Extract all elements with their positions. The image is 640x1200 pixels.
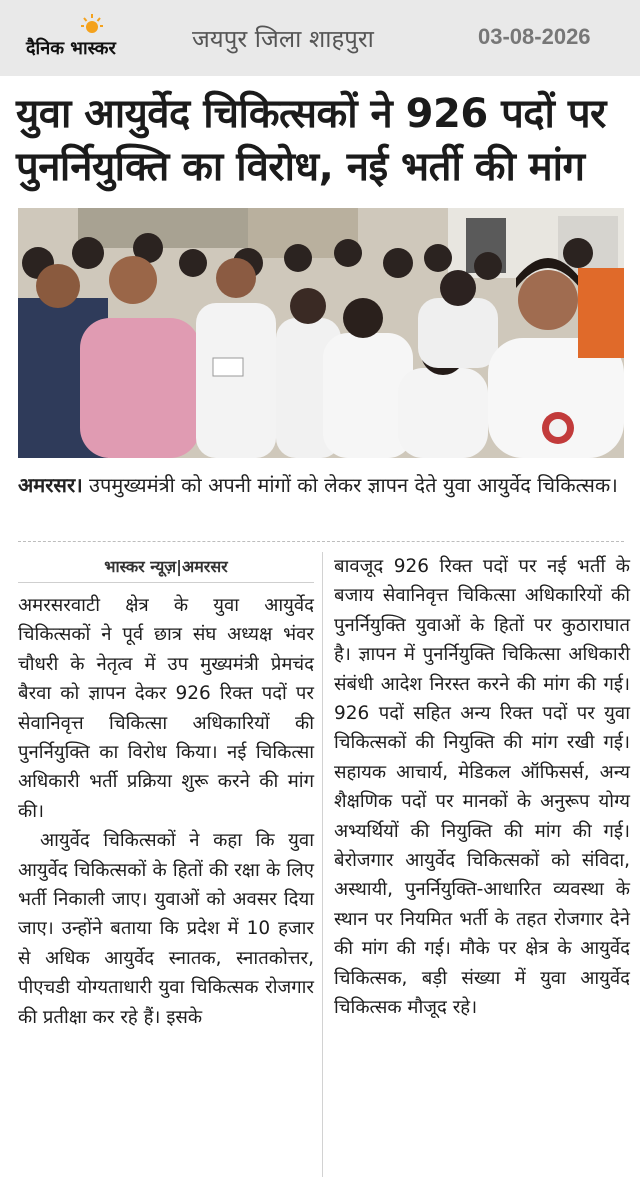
newspaper-logo bbox=[26, 14, 156, 62]
article-paragraph: आयुर्वेद चिकित्सकों ने कहा कि युवा आयुर्वेद चिकित्सकों के हितों की रक्षा के लिए भर्ती निकाली जाए। युवाओं को अवसर दिया जाए। उन्होंने बताया कि प्रदेश में 10 हजार से अधिक आयुर्वेद स्नातक, स्नातकोत्तर, पीएचडी योग्यताधारी युवा चिकित्सक रोजगार की प्रतीक्षा कर रहे हैं। इसके bbox=[18, 830, 314, 1028]
article-column-right bbox=[334, 552, 630, 1023]
caption-divider bbox=[18, 541, 624, 542]
column-divider bbox=[322, 552, 323, 1177]
edition-label: जयपुर जिला शाहपुरा bbox=[192, 25, 374, 53]
logo-text: दैनिक भास्कर bbox=[26, 38, 116, 59]
byline: भास्कर न्यूज़|अमरसर bbox=[18, 552, 314, 583]
article-paragraph: अमरसरवाटी क्षेत्र के युवा आयुर्वेद चिकित्सकों ने पूर्व छात्र संघ अध्यक्ष भंवर चौधरी के नेतृत्व में उप मुख्यमंत्री प्रेमचंद बैरवा को ज्ञापन देकर 926 रिक्त पदों पर सेवानिवृत्त चिकित्सा अधिकारियों की पुनर्नियुक्ति का विरोध किया। नई चिकित्सा अधिकारी भर्ती प्रक्रिया शुरू करने की मांग की। bbox=[18, 595, 314, 822]
headline: युवा आयुर्वेद चिकित्सकों ने 926 पदों पर पुनर्नियुक्ति का विरोध, नई भर्ती की मांग bbox=[16, 91, 606, 190]
news-photo bbox=[18, 208, 624, 458]
article-paragraph: बावजूद 926 रिक्त पदों पर नई भर्ती के बजाय सेवानिवृत्त चिकित्सा अधिकारियों की पुनर्नियुक्ति युवाओं के हितों पर कुठाराघात है। ज्ञापन में पुनर्नियुक्ति चिकित्सा अधिकारी संबंधी आदेश निरस्त करने की मांग की गई। 926 पदों सहित अन्य रिक्त पदों पर युवा चिकित्सकों की नियुक्ति की मांग रखी गई। सहायक आचार्य, मेडिकल ऑफिसर्स, अन्य शैक्षणिक पदों पर मानकों के अनुरूप योग्य अभ्यर्थियों की नियुक्ति की मांग की गई। बेरोजगार आयुर्वेद चिकित्सकों को संविदा, अस्थायी, पुनर्नियुक्ति-आधारित व्यवस्था के स्थान पर नियमित भर्ती के तहत रोजगार देने की मांग की गई। मौके पर क्षेत्र के आयुर्वेद चिकित्सक, बड़ी संख्या में युवा आयुर्वेद चिकित्सक मौजूद रहे। bbox=[334, 556, 630, 1019]
caption-text: उपमुख्यमंत्री को अपनी मांगों को लेकर ज्ञापन देते युवा आयुर्वेद चिकित्सक। bbox=[82, 473, 618, 497]
edition-date: 03-08-2026 bbox=[478, 24, 591, 49]
masthead bbox=[0, 0, 640, 76]
photo-caption bbox=[18, 470, 624, 500]
sun-logo-icon bbox=[81, 14, 103, 36]
caption-place: अमरसर। bbox=[18, 473, 83, 497]
news-photo-illustration bbox=[18, 208, 624, 458]
article-column-left bbox=[18, 552, 314, 1032]
